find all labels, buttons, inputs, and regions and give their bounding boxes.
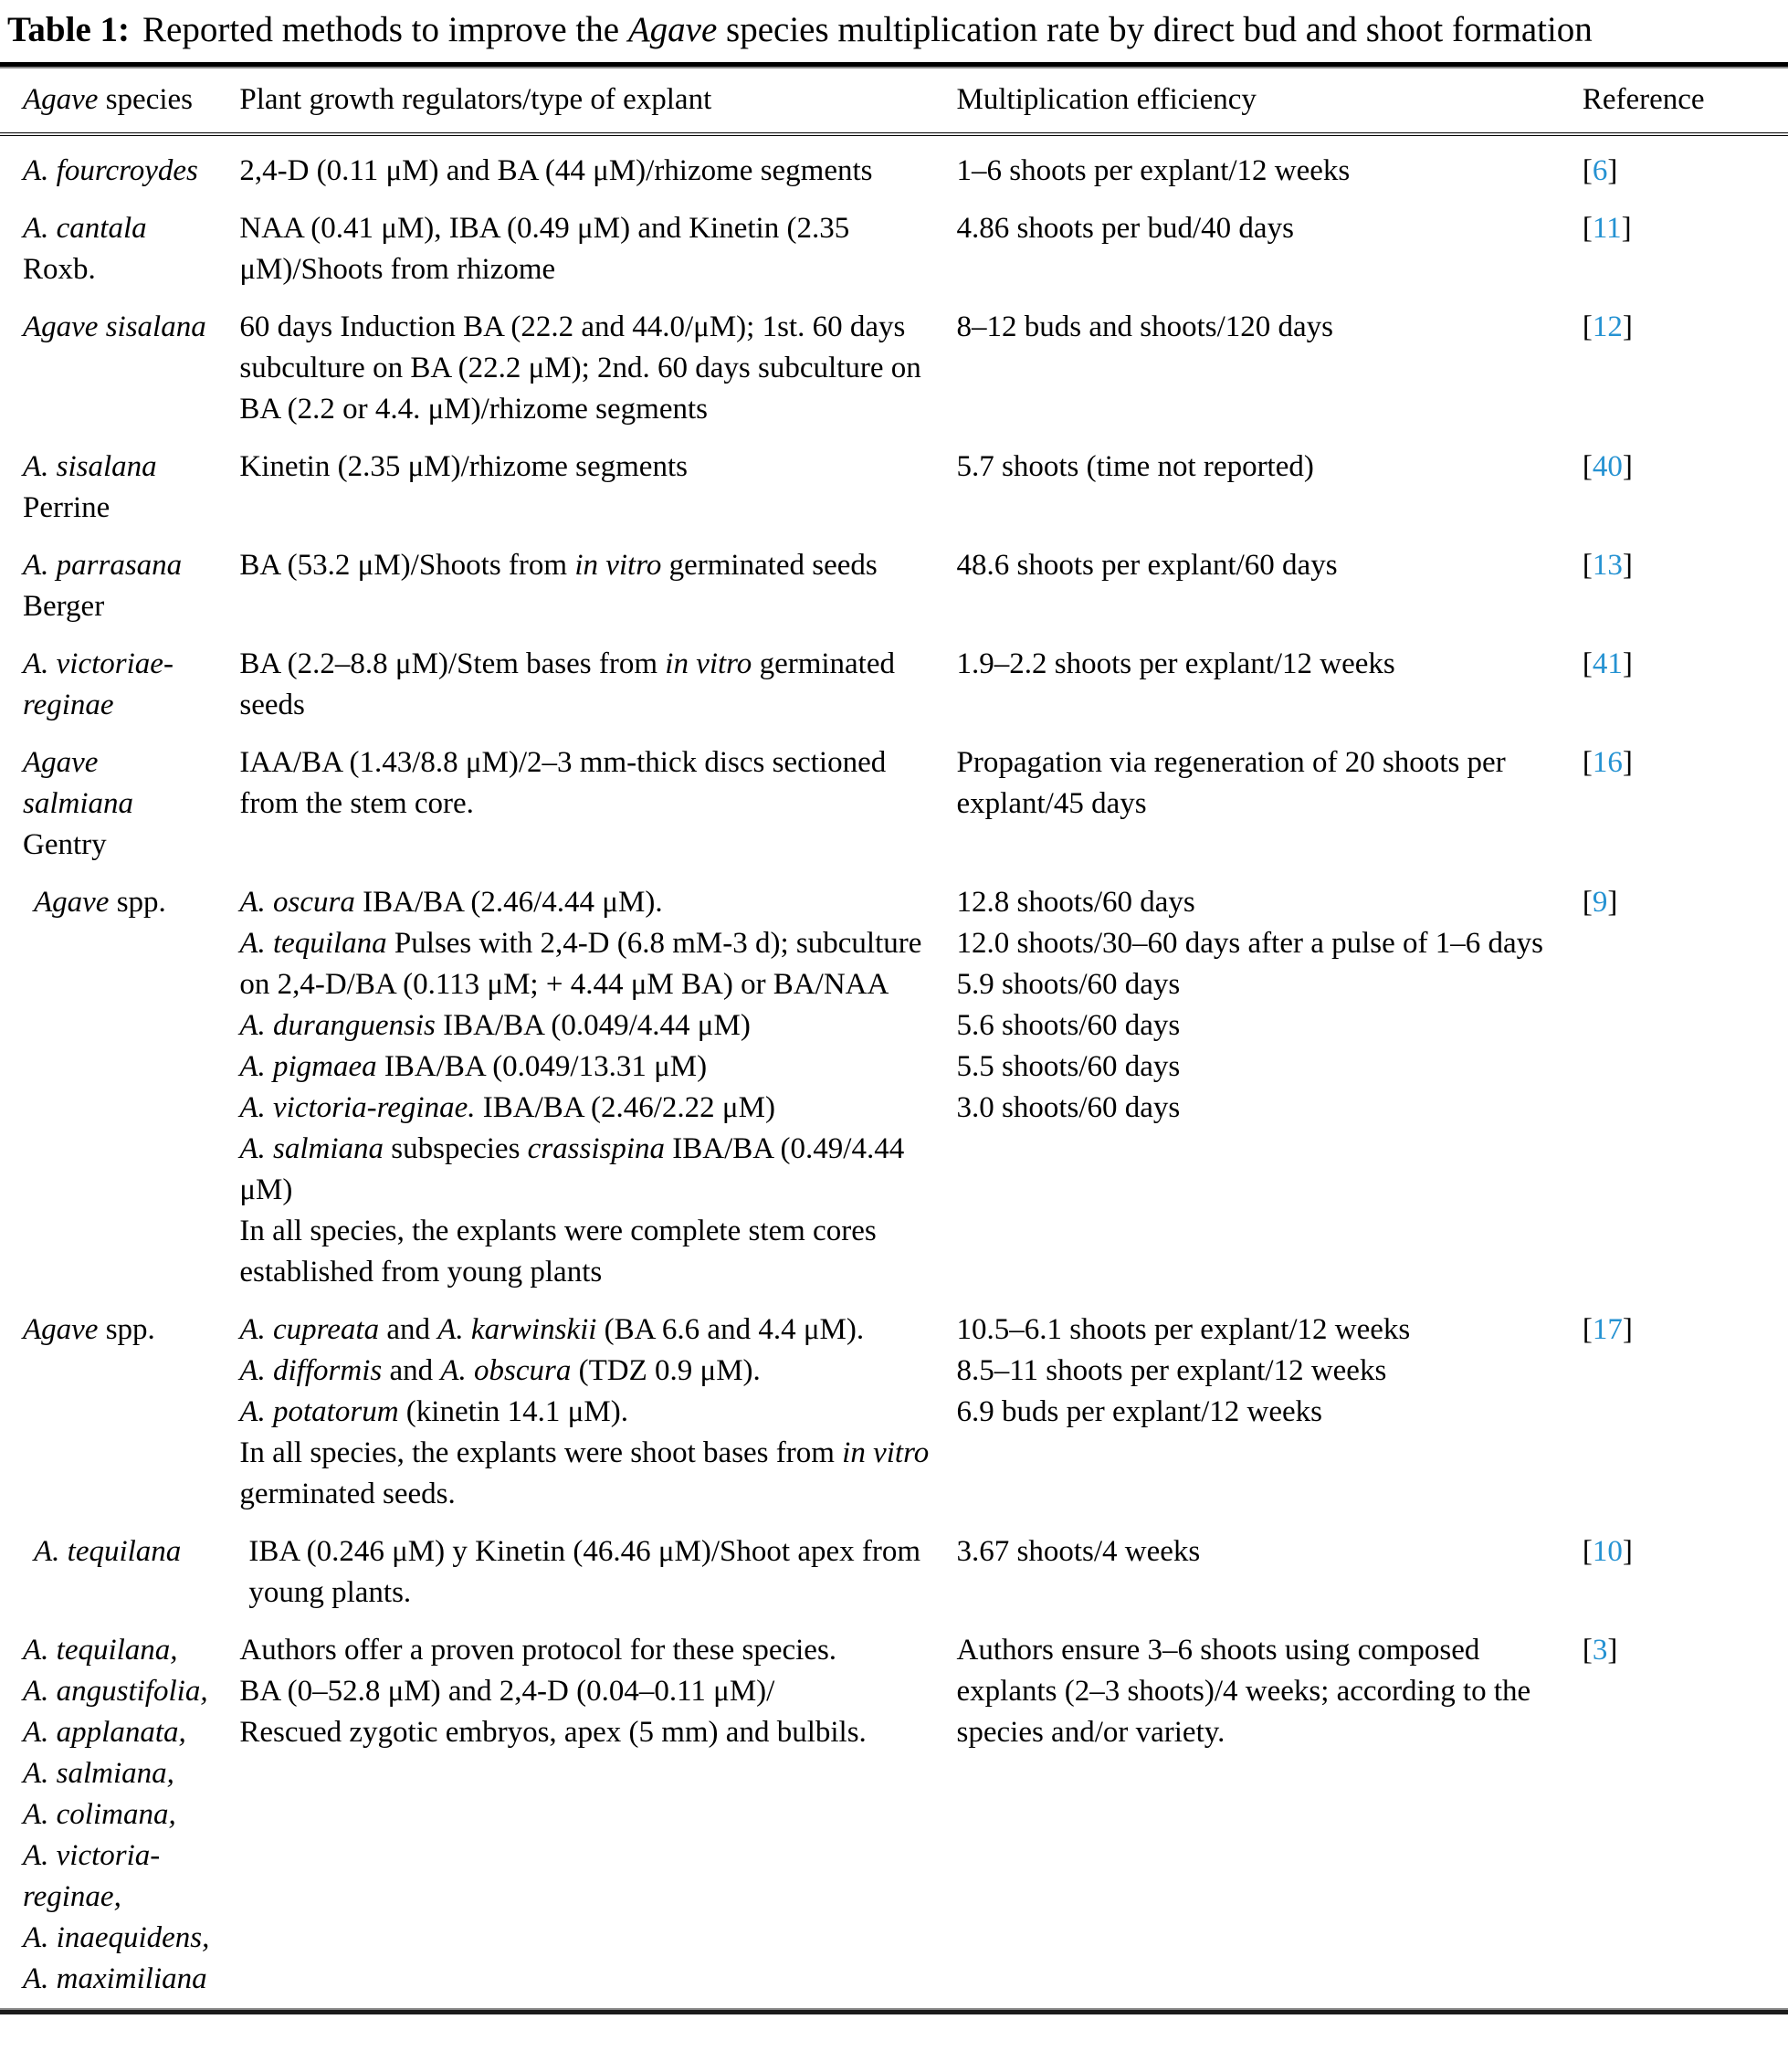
multiplication-efficiency-cell-line bbox=[957, 923, 1566, 964]
species-cell-line bbox=[23, 644, 223, 685]
reference-link[interactable]: 17 bbox=[1592, 1313, 1623, 1346]
italic-text: A. colimana, bbox=[23, 1798, 176, 1831]
reference-cell bbox=[1583, 200, 1788, 299]
species-cell-line bbox=[23, 1918, 223, 1959]
multiplication-efficiency-cell-line bbox=[957, 447, 1566, 488]
column-header-mult bbox=[957, 68, 1583, 134]
multiplication-efficiency-cell-line bbox=[957, 1392, 1566, 1433]
reference-bracket-open: [ bbox=[1582, 1313, 1593, 1346]
text: Authors ensure 3–6 shoots using composed explants (2–3 shoots)/4 weeks; according to the species and/or variety. bbox=[956, 1634, 1531, 1749]
italic-text: A. victoria-reginae. bbox=[239, 1091, 476, 1124]
reference-link[interactable]: 9 bbox=[1592, 886, 1608, 919]
italic-text: A. victoriae- bbox=[23, 647, 174, 680]
table-row bbox=[0, 1523, 1788, 1622]
growth-regulators-cell-line bbox=[239, 1088, 940, 1129]
species-cell bbox=[0, 438, 239, 537]
text: Reference bbox=[1582, 83, 1705, 116]
italic-text: A. tequilana bbox=[34, 1535, 182, 1568]
italic-text: A. cupreata bbox=[239, 1313, 380, 1346]
reference-link[interactable]: 13 bbox=[1592, 549, 1623, 582]
text: IBA/BA (2.46/4.44 μM). bbox=[354, 886, 663, 919]
species-cell-line bbox=[23, 151, 223, 192]
species-cell-line bbox=[23, 1712, 223, 1753]
reference-link[interactable]: 10 bbox=[1592, 1535, 1623, 1568]
species-cell-line bbox=[23, 307, 223, 348]
growth-regulators-cell-line bbox=[239, 1712, 940, 1753]
text: (BA 6.6 and 4.4 μM). bbox=[596, 1313, 865, 1346]
reference-bracket-close: ] bbox=[1622, 1313, 1633, 1346]
italic-text: A. maximiliana bbox=[23, 1962, 207, 1995]
italic-text: Agave bbox=[23, 83, 99, 116]
text: 5.6 shoots/60 days bbox=[956, 1009, 1181, 1042]
italic-text: A. victoria- bbox=[23, 1839, 161, 1872]
reference-cell bbox=[1583, 734, 1788, 874]
growth-regulators-cell bbox=[239, 1301, 956, 1523]
reference-bracket-close: ] bbox=[1607, 1634, 1618, 1667]
text: IBA (0.246 μM) y Kinetin (46.46 μM)/Shoot apex from young plants. bbox=[248, 1535, 921, 1609]
text: (TDZ 0.9 μM). bbox=[571, 1354, 761, 1387]
species-cell-line bbox=[23, 742, 223, 784]
italic-text: A. pigmaea bbox=[239, 1050, 377, 1083]
species-cell-line bbox=[23, 825, 223, 866]
reference-bracket-close: ] bbox=[1621, 212, 1632, 245]
reference-cell bbox=[1583, 1523, 1788, 1622]
text: BA (0–52.8 μM) and 2,4-D (0.04–0.11 μM)/ bbox=[239, 1675, 775, 1708]
species-cell bbox=[0, 134, 239, 200]
italic-text: A. fourcroydes bbox=[23, 154, 198, 187]
species-cell bbox=[0, 1622, 239, 2008]
column-header-species bbox=[0, 68, 239, 134]
growth-regulators-cell bbox=[239, 537, 956, 636]
italic-text: A. tequilana bbox=[239, 927, 387, 960]
growth-regulators-cell-line bbox=[239, 545, 940, 586]
reference-bracket-close: ] bbox=[1607, 154, 1618, 187]
italic-text: salmiana bbox=[23, 787, 134, 820]
reference-bracket-open: [ bbox=[1582, 647, 1593, 680]
reference-bracket-open: [ bbox=[1582, 1535, 1593, 1568]
text: Kinetin (2.35 μM)/rhizome segments bbox=[239, 450, 688, 483]
text: germinated seeds bbox=[239, 647, 895, 721]
text: Perrine bbox=[23, 491, 110, 524]
italic-text: A. angustifolia, bbox=[23, 1675, 208, 1708]
text: Gentry bbox=[23, 828, 107, 861]
table-row bbox=[0, 734, 1788, 874]
text: 48.6 shoots per explant/60 days bbox=[956, 549, 1338, 582]
italic-text: A. parrasana bbox=[23, 549, 183, 582]
text: Reported methods to improve the bbox=[142, 10, 628, 49]
reference-link[interactable]: 11 bbox=[1592, 212, 1622, 245]
italic-text: Agave bbox=[627, 10, 718, 49]
table-row bbox=[0, 636, 1788, 734]
text: Rescued zygotic embryos, apex (5 mm) and bulbils. bbox=[239, 1716, 867, 1749]
reference-cell bbox=[1583, 1301, 1788, 1523]
text: subspecies bbox=[384, 1132, 528, 1165]
reference-bracket-open: [ bbox=[1582, 450, 1593, 483]
species-cell-line bbox=[23, 1877, 223, 1918]
text: BA (2.2–8.8 μM)/Stem bases from bbox=[239, 647, 666, 680]
species-cell-line bbox=[23, 586, 223, 627]
reference-link[interactable]: 16 bbox=[1592, 746, 1623, 779]
reference-cell bbox=[1583, 874, 1788, 1301]
species-cell-line bbox=[23, 1309, 223, 1351]
multiplication-efficiency-cell-line bbox=[957, 307, 1566, 348]
text: 5.9 shoots/60 days bbox=[956, 968, 1181, 1001]
multiplication-efficiency-cell bbox=[957, 537, 1583, 636]
text: IBA/BA (0.049/13.31 μM) bbox=[376, 1050, 708, 1083]
text: 5.7 shoots (time not reported) bbox=[956, 450, 1314, 483]
species-cell-line bbox=[23, 249, 223, 290]
species-cell-line bbox=[23, 1835, 223, 1877]
text: Propagation via regeneration of 20 shoots per explant/45 days bbox=[956, 746, 1506, 820]
text: IBA/BA (0.49/4.44 μM) bbox=[239, 1132, 905, 1206]
text: Authors offer a proven protocol for these species. bbox=[239, 1634, 837, 1667]
species-cell-line bbox=[23, 488, 223, 529]
text: 60 days Induction BA (22.2 and 44.0/μM); 1st. 60 days subculture on BA (22.2 μM); 2nd. 60 days subculture on BA (2.2 or 4.4. μM)/rhizome segments bbox=[239, 310, 921, 426]
italic-text: A. salmiana, bbox=[23, 1757, 174, 1790]
growth-regulators-cell-line bbox=[239, 1671, 940, 1712]
growth-regulators-cell bbox=[239, 438, 956, 537]
multiplication-efficiency-cell-line bbox=[957, 882, 1566, 923]
multiplication-efficiency-cell bbox=[957, 1622, 1583, 2008]
text: 6.9 buds per explant/12 weeks bbox=[956, 1395, 1323, 1428]
growth-regulators-cell bbox=[239, 874, 956, 1301]
italic-text: in vitro bbox=[665, 647, 752, 680]
reference-bracket-open: [ bbox=[1582, 746, 1593, 779]
italic-text: A. obscura bbox=[440, 1354, 572, 1387]
reference-bracket-close: ] bbox=[1622, 549, 1633, 582]
text: Roxb. bbox=[23, 253, 96, 286]
growth-regulators-cell bbox=[239, 299, 956, 438]
agave-methods-table bbox=[0, 68, 1788, 2008]
reference-cell bbox=[1583, 636, 1788, 734]
italic-text: Agave sisalana bbox=[23, 310, 206, 343]
table-row bbox=[0, 874, 1788, 1301]
reference-bracket-open: [ bbox=[1582, 886, 1593, 919]
multiplication-efficiency-cell bbox=[957, 134, 1583, 200]
growth-regulators-cell-line bbox=[239, 1047, 940, 1088]
reference-link[interactable]: 12 bbox=[1592, 310, 1623, 343]
reference-cell bbox=[1583, 1622, 1788, 2008]
italic-text: A. sisalana bbox=[23, 450, 157, 483]
table-row bbox=[0, 299, 1788, 438]
text: Pulses with 2,4-D (6.8 mM-3 d); subculture on 2,4-D/BA (0.113 μM; + 4.44 μM BA) or BA/NAA bbox=[239, 927, 922, 1001]
italic-text: A. karwinskii bbox=[437, 1313, 597, 1346]
table-top-rule bbox=[0, 62, 1788, 68]
reference-cell bbox=[1583, 134, 1788, 200]
text: 1–6 shoots per explant/12 weeks bbox=[956, 154, 1351, 187]
growth-regulators-cell-line bbox=[239, 1351, 940, 1392]
text: IBA/BA (0.049/4.44 μM) bbox=[435, 1009, 751, 1042]
italic-text: A. cantala bbox=[23, 212, 147, 245]
reference-cell bbox=[1583, 438, 1788, 537]
species-cell-line bbox=[23, 1671, 223, 1712]
multiplication-efficiency-cell-line bbox=[957, 1005, 1566, 1047]
growth-regulators-cell-line bbox=[239, 1392, 940, 1433]
text: germinated seeds bbox=[661, 549, 878, 582]
growth-regulators-cell bbox=[239, 134, 956, 200]
text: 8.5–11 shoots per explant/12 weeks bbox=[956, 1354, 1387, 1387]
text: 8–12 buds and shoots/120 days bbox=[956, 310, 1334, 343]
reference-cell bbox=[1583, 299, 1788, 438]
text: 3.67 shoots/4 weeks bbox=[956, 1535, 1201, 1568]
growth-regulators-cell bbox=[239, 1622, 956, 2008]
italic-text: A. duranguensis bbox=[239, 1009, 436, 1042]
text: BA (53.2 μM)/Shoots from bbox=[239, 549, 575, 582]
text: 1.9–2.2 shoots per explant/12 weeks bbox=[956, 647, 1395, 680]
italic-text: in vitro bbox=[574, 549, 662, 582]
reference-bracket-open: [ bbox=[1582, 154, 1593, 187]
text: 5.5 shoots/60 days bbox=[956, 1050, 1181, 1083]
species-cell bbox=[0, 734, 239, 874]
multiplication-efficiency-cell bbox=[957, 438, 1583, 537]
text: and bbox=[379, 1313, 438, 1346]
table-row bbox=[0, 134, 1788, 200]
multiplication-efficiency-cell bbox=[957, 200, 1583, 299]
text: spp. bbox=[98, 1313, 155, 1346]
multiplication-efficiency-cell-line bbox=[957, 964, 1566, 1005]
multiplication-efficiency-cell-line bbox=[957, 1088, 1566, 1129]
growth-regulators-cell-line bbox=[239, 307, 940, 430]
italic-text: A. tequilana, bbox=[23, 1634, 178, 1667]
multiplication-efficiency-cell-line bbox=[957, 151, 1566, 192]
reference-link[interactable]: 41 bbox=[1592, 647, 1623, 680]
header-row bbox=[0, 68, 1788, 134]
species-cell-line bbox=[23, 447, 223, 488]
reference-bracket-close: ] bbox=[1622, 310, 1633, 343]
italic-text: A. potatorum bbox=[239, 1395, 399, 1428]
species-cell bbox=[0, 636, 239, 734]
species-cell bbox=[0, 1523, 239, 1622]
multiplication-efficiency-cell bbox=[957, 734, 1583, 874]
growth-regulators-cell-line bbox=[239, 644, 940, 726]
multiplication-efficiency-cell bbox=[957, 1523, 1583, 1622]
table-row bbox=[0, 200, 1788, 299]
text: 2,4-D (0.11 μM) and BA (44 μM)/rhizome segments bbox=[239, 154, 873, 187]
species-cell-line bbox=[34, 882, 223, 923]
text: germinated seeds. bbox=[239, 1478, 456, 1510]
text: spp. bbox=[109, 886, 166, 919]
multiplication-efficiency-cell bbox=[957, 636, 1583, 734]
growth-regulators-cell bbox=[239, 734, 956, 874]
text: In all species, the explants were complete stem cores established from young plants bbox=[239, 1215, 877, 1288]
text: 4.86 shoots per bud/40 days bbox=[956, 212, 1294, 245]
italic-text: A. inaequidens, bbox=[23, 1921, 210, 1954]
multiplication-efficiency-cell bbox=[957, 1301, 1583, 1523]
multiplication-efficiency-cell-line bbox=[957, 1531, 1566, 1572]
text: 12.0 shoots/30–60 days after a pulse of 1–6 days bbox=[956, 927, 1544, 960]
multiplication-efficiency-cell bbox=[957, 874, 1583, 1301]
species-cell-line bbox=[23, 545, 223, 586]
text: Plant growth regulators/type of explant bbox=[239, 83, 712, 116]
reference-bracket-open: [ bbox=[1582, 310, 1593, 343]
reference-bracket-open: [ bbox=[1582, 1634, 1593, 1667]
italic-text: crassispina bbox=[527, 1132, 666, 1165]
multiplication-efficiency-cell-line bbox=[957, 1351, 1566, 1392]
multiplication-efficiency-cell-line bbox=[957, 1309, 1566, 1351]
species-cell bbox=[0, 537, 239, 636]
species-cell-line bbox=[23, 1753, 223, 1794]
italic-text: A. salmiana bbox=[239, 1132, 384, 1165]
italic-text: Agave bbox=[23, 1313, 99, 1346]
species-cell-line bbox=[23, 208, 223, 249]
growth-regulators-cell bbox=[239, 1523, 956, 1622]
table-row bbox=[0, 537, 1788, 636]
italic-text: Agave bbox=[23, 746, 99, 779]
text: 3.0 shoots/60 days bbox=[956, 1091, 1181, 1124]
growth-regulators-cell-line bbox=[248, 1531, 940, 1614]
column-header-reference bbox=[1583, 68, 1788, 134]
growth-regulators-cell-line bbox=[239, 208, 940, 290]
species-cell-line bbox=[34, 1531, 223, 1572]
italic-text: A. oscura bbox=[239, 886, 355, 919]
species-cell bbox=[0, 874, 239, 1301]
multiplication-efficiency-cell bbox=[957, 299, 1583, 438]
reference-bracket-open: [ bbox=[1582, 212, 1593, 245]
italic-text: reginae, bbox=[23, 1880, 121, 1913]
text: (kinetin 14.1 μM). bbox=[398, 1395, 628, 1428]
reference-link[interactable]: 3 bbox=[1592, 1634, 1608, 1667]
italic-text: Agave bbox=[34, 886, 110, 919]
table-bottom-rule bbox=[0, 2008, 1788, 2014]
multiplication-efficiency-cell-line bbox=[957, 208, 1566, 249]
text: NAA (0.41 μM), IBA (0.49 μM) and Kinetin (2.35 μM)/Shoots from rhizome bbox=[239, 212, 850, 286]
growth-regulators-cell-line bbox=[239, 1211, 940, 1293]
reference-cell bbox=[1583, 537, 1788, 636]
text: Multiplication efficiency bbox=[956, 83, 1257, 116]
italic-text: A. difformis bbox=[239, 1354, 383, 1387]
reference-bracket-close: ] bbox=[1607, 886, 1618, 919]
italic-text: in vitro bbox=[842, 1436, 930, 1469]
text: 10.5–6.1 shoots per explant/12 weeks bbox=[956, 1313, 1411, 1346]
multiplication-efficiency-cell-line bbox=[957, 1047, 1566, 1088]
multiplication-efficiency-cell-line bbox=[957, 644, 1566, 685]
text: species bbox=[98, 83, 193, 116]
text: IAA/BA (1.43/8.8 μM)/2–3 mm-thick discs sectioned from the stem core. bbox=[239, 746, 887, 820]
growth-regulators-cell-line bbox=[239, 1630, 940, 1671]
growth-regulators-cell-line bbox=[239, 1309, 940, 1351]
species-cell-line bbox=[23, 685, 223, 726]
growth-regulators-cell-line bbox=[239, 742, 940, 825]
reference-link[interactable]: 40 bbox=[1592, 450, 1623, 483]
species-cell-line bbox=[23, 784, 223, 825]
text: species multiplication rate by direct bud and shoot formation bbox=[717, 10, 1593, 49]
reference-bracket-close: ] bbox=[1622, 647, 1633, 680]
reference-bracket-open: [ bbox=[1582, 549, 1593, 582]
table-row bbox=[0, 438, 1788, 537]
growth-regulators-cell bbox=[239, 200, 956, 299]
multiplication-efficiency-cell-line bbox=[957, 742, 1566, 825]
reference-bracket-close: ] bbox=[1622, 746, 1633, 779]
multiplication-efficiency-cell-line bbox=[957, 545, 1566, 586]
column-header-pgr bbox=[239, 68, 956, 134]
species-cell bbox=[0, 1301, 239, 1523]
growth-regulators-cell-line bbox=[239, 447, 940, 488]
table-body bbox=[0, 134, 1788, 2008]
species-cell bbox=[0, 299, 239, 438]
species-cell-line bbox=[23, 1959, 223, 2000]
text: and bbox=[382, 1354, 441, 1387]
reference-link[interactable]: 6 bbox=[1592, 154, 1608, 187]
italic-text: A. applanata, bbox=[23, 1716, 186, 1749]
growth-regulators-cell-line bbox=[239, 151, 940, 192]
growth-regulators-cell-line bbox=[239, 1005, 940, 1047]
text: Table 1: bbox=[7, 10, 131, 49]
multiplication-efficiency-cell-line bbox=[957, 1630, 1566, 1753]
growth-regulators-cell-line bbox=[239, 923, 940, 1005]
text: IBA/BA (2.46/2.22 μM) bbox=[475, 1091, 775, 1124]
text: 12.8 shoots/60 days bbox=[956, 886, 1195, 919]
growth-regulators-cell bbox=[239, 636, 956, 734]
species-cell bbox=[0, 200, 239, 299]
table-title bbox=[0, 4, 1788, 62]
growth-regulators-cell-line bbox=[239, 1129, 940, 1211]
table-row bbox=[0, 1622, 1788, 2008]
growth-regulators-cell-line bbox=[239, 1433, 940, 1515]
text: In all species, the explants were shoot bases from bbox=[239, 1436, 843, 1469]
species-cell-line bbox=[23, 1794, 223, 1835]
text: Berger bbox=[23, 590, 105, 623]
italic-text: reginae bbox=[23, 689, 114, 721]
growth-regulators-cell-line bbox=[239, 882, 940, 923]
species-cell-line bbox=[23, 1630, 223, 1671]
table-row bbox=[0, 1301, 1788, 1523]
reference-bracket-close: ] bbox=[1622, 450, 1633, 483]
reference-bracket-close: ] bbox=[1622, 1535, 1633, 1568]
